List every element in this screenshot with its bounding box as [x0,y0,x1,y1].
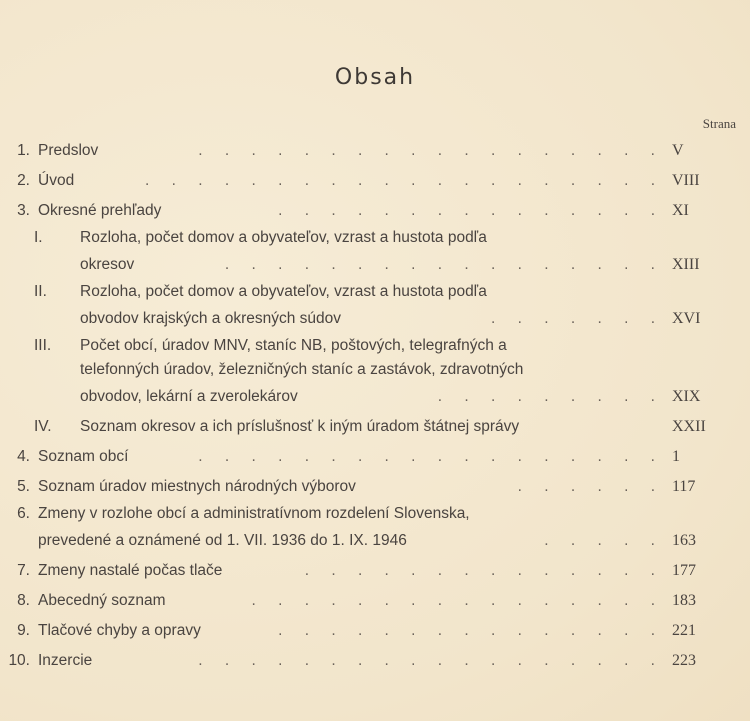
toc-subentry-cont [0,358,750,382]
entry-page: VIII [672,172,700,189]
leader-dots: . . . . . . . . . . . . . . . [278,622,664,639]
entry-title-cont: telefonných úradov, železničných staníc a zastávok, zdravotných [80,361,524,378]
entry-title: Zmeny nastalé počas tlače [38,562,223,579]
toc-entry [0,472,750,502]
entry-page: 1 [672,448,680,465]
leader-dots: . . . . . [544,532,664,549]
entry-title-cont: obvodov krajských a okresných súdov [80,310,342,327]
entry-title-cont: okresov [80,256,135,273]
entry-number: II. [34,283,47,300]
entry-title: Rozloha, počet domov a obyvateľov, vzrast a hustota podľa [80,283,487,300]
toc-entry [0,196,750,226]
leader-dots: . . . . . . . . . . . . . . . . . . [198,448,664,465]
entry-page: 117 [672,478,696,495]
toc-subentry [0,334,750,358]
entry-number: 2. [17,172,30,189]
entry-page: 163 [672,532,696,549]
toc-entry [0,556,750,586]
entry-number: I. [34,229,43,246]
entry-title: Abecedný soznam [38,592,166,609]
toc-subentry [0,412,750,442]
entry-title: Inzercie [38,652,93,669]
entry-number: 3. [17,202,30,219]
entry-title-cont: obvodov, lekární a zverolekárov [80,388,298,405]
toc-subentry-cont [0,250,750,280]
entry-number: 5. [17,478,30,495]
entry-page: XXII [672,418,706,435]
entry-page: 183 [672,592,696,609]
entry-number: III. [34,337,52,354]
page-column-header: Strana [702,116,736,131]
entry-page: XI [672,202,689,219]
entry-page: 177 [672,562,696,579]
leader-dots: . . . . . . . . . [437,388,664,405]
entry-title: Rozloha, počet domov a obyvateľov, vzrast a hustota podľa [80,229,487,246]
toc-subentry-cont [0,304,750,334]
toc-subentry-cont [0,382,750,412]
leader-dots: . . . . . . . . . . . . . . . . . . [198,652,664,669]
leader-dots: . . . . . . . . . . . . . . . . . . . . [145,172,664,189]
entry-page: 221 [672,622,696,639]
entry-number: 6. [17,505,30,522]
entry-title: Tlačové chyby a opravy [38,622,201,639]
entry-title: Predslov [38,142,99,159]
toc-subentry [0,280,750,304]
entry-title: Soznam okresov a ich príslušnosť k iným úradom štátnej správy [80,418,520,435]
toc-entry [0,586,750,616]
entry-page: 223 [672,652,696,669]
entry-page: XVI [672,310,701,327]
toc-entry-cont [0,526,750,556]
leader-dots: . . . . . . . . . . . . . . . [278,202,664,219]
entry-number: 7. [17,562,30,579]
entry-number: 9. [17,622,30,639]
leader-dots: . . . . . . . [491,310,664,327]
leader-dots: . . . . . . . . . . . . . . . . . . [198,142,664,159]
leader-dots: . . . . . . . . . . . . . . . . [251,592,664,609]
toc-entry [0,502,750,526]
entry-title: Počet obcí, úradov MNV, staníc NB, poštových, telegrafných a [80,337,507,354]
entry-number: 8. [17,592,30,609]
entry-title: Soznam úradov miestnych národných výborov [38,478,356,495]
entry-number: IV. [34,418,52,435]
toc-entry [0,616,750,646]
entry-title-cont: prevedené a oznámené od 1. VII. 1936 do 1. IX. 1946 [38,532,407,549]
toc-list [0,136,750,676]
entry-number: 1. [17,142,30,159]
entry-number: 10. [8,652,30,669]
toc-entry [0,646,750,676]
entry-title: Zmeny v rozlohe obcí a administratívnom rozdelení Slovenska, [38,505,470,522]
entry-number: 4. [17,448,30,465]
entry-page: XIII [672,256,700,273]
toc-entry [0,442,750,472]
entry-page: V [672,142,684,159]
toc-entry [0,136,750,166]
entry-page: XIX [672,388,701,405]
toc-entry [0,166,750,196]
entry-title: Soznam obcí [38,448,129,465]
leader-dots: . . . . . . . . . . . . . . . . . [224,256,664,273]
toc-subentry [0,226,750,250]
entry-title: Úvod [38,172,75,189]
page-title: Obsah [334,65,416,90]
leader-dots: . . . . . . . . . . . . . . [304,562,664,579]
leader-dots: . . . . . . [517,478,664,495]
entry-title: Okresné prehľady [38,202,162,219]
